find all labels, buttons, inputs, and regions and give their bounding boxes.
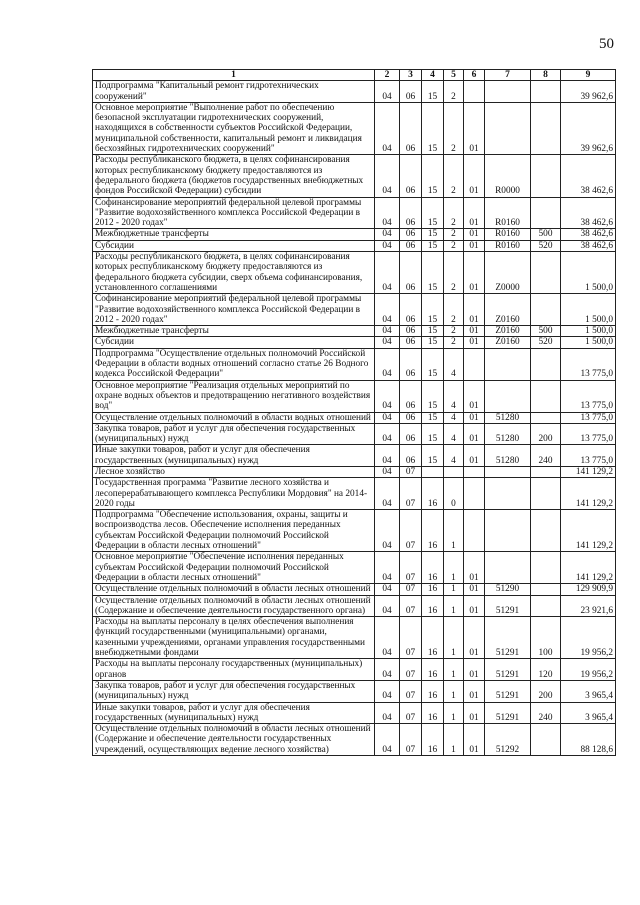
row-amount: 13 775,0	[561, 423, 616, 445]
row-description: Иные закупки товаров, работ и услуг для обеспечения государственных (муниципальных) нужд	[93, 702, 375, 724]
row-target-code: Z0000	[485, 252, 531, 294]
table-row	[93, 595, 616, 617]
row-subprogram	[444, 466, 464, 477]
table-row	[93, 380, 616, 412]
row-target-code: 51291	[485, 702, 531, 724]
row-target-code: 51291	[485, 595, 531, 617]
budget-table	[92, 69, 616, 756]
row-section: 04	[375, 81, 400, 103]
row-subsection: 06	[400, 102, 422, 154]
row-subprogram: 2	[444, 81, 464, 103]
row-expense-type	[531, 348, 561, 380]
row-amount: 19 956,2	[561, 617, 616, 659]
table-row	[93, 702, 616, 724]
row-section: 04	[375, 337, 400, 348]
row-section: 04	[375, 617, 400, 659]
page-number: 50	[599, 36, 614, 52]
row-subprogram: 4	[444, 445, 464, 467]
row-expense-type	[531, 595, 561, 617]
header-cell: 5	[444, 70, 464, 81]
row-activity: 01	[464, 326, 485, 337]
row-subsection: 06	[400, 240, 422, 251]
row-target-code: 51280	[485, 423, 531, 445]
row-subprogram: 2	[444, 294, 464, 326]
row-program: 16	[422, 595, 444, 617]
row-subsection: 07	[400, 466, 422, 477]
row-description: Софинансирование мероприятий федеральной целевой программы "Развитие водохозяйственного комплекса Российской Федерации в 2012 - 2020 годах"	[93, 294, 375, 326]
row-expense-type	[531, 294, 561, 326]
row-program: 16	[422, 478, 444, 510]
row-section: 04	[375, 584, 400, 595]
row-subsection: 07	[400, 478, 422, 510]
row-amount: 141 129,2	[561, 510, 616, 552]
row-subprogram: 1	[444, 510, 464, 552]
table-row	[93, 659, 616, 681]
row-target-code: R0160	[485, 240, 531, 251]
row-program: 16	[422, 659, 444, 681]
row-activity: 01	[464, 229, 485, 240]
row-subsection: 07	[400, 659, 422, 681]
row-expense-type: 500	[531, 326, 561, 337]
row-target-code: 51291	[485, 680, 531, 702]
row-activity	[464, 478, 485, 510]
table-row	[93, 552, 616, 584]
row-target-code: 51280	[485, 412, 531, 423]
row-subsection: 06	[400, 81, 422, 103]
row-target-code: 51292	[485, 724, 531, 756]
row-activity: 01	[464, 724, 485, 756]
row-description: Осуществление отдельных полномочий в области водных отношений	[93, 412, 375, 423]
row-subprogram: 4	[444, 412, 464, 423]
row-description: Подпрограмма "Обеспечение использования, охраны, защиты и воспроизводства лесов. Обеспечение исполнения переданных субъектам Российской Федерации полномочий Российской Федерации в области лесных отношений"	[93, 510, 375, 552]
row-description: Иные закупки товаров, работ и услуг для обеспечения государственных (муниципальных) нужд	[93, 445, 375, 467]
row-program: 15	[422, 294, 444, 326]
row-description: Межбюджетные трансферты	[93, 326, 375, 337]
row-section: 04	[375, 724, 400, 756]
row-subprogram: 1	[444, 552, 464, 584]
row-subprogram: 1	[444, 702, 464, 724]
row-subprogram: 1	[444, 724, 464, 756]
table-row	[93, 680, 616, 702]
row-expense-type	[531, 466, 561, 477]
row-subsection: 06	[400, 445, 422, 467]
header-row	[93, 70, 616, 81]
row-activity: 01	[464, 197, 485, 229]
row-expense-type	[531, 584, 561, 595]
row-subprogram: 1	[444, 595, 464, 617]
row-description: Софинансирование мероприятий федеральной целевой программы "Развитие водохозяйственного комплекса Российской Федерации в 2012 - 2020 годах"	[93, 197, 375, 229]
row-amount: 38 462,6	[561, 229, 616, 240]
header-cell: 2	[375, 70, 400, 81]
row-program: 16	[422, 552, 444, 584]
table-row	[93, 466, 616, 477]
row-amount: 141 129,2	[561, 552, 616, 584]
row-subprogram: 4	[444, 348, 464, 380]
row-section: 04	[375, 348, 400, 380]
row-activity: 01	[464, 252, 485, 294]
row-amount: 38 462,6	[561, 240, 616, 251]
table-row	[93, 348, 616, 380]
row-amount: 3 965,4	[561, 680, 616, 702]
row-description: Подпрограмма "Осуществление отдельных полномочий Российской Федерации в области водных отношений согласно статье 26 Водного кодекса Российской Федерации"	[93, 348, 375, 380]
row-program: 15	[422, 81, 444, 103]
row-target-code	[485, 466, 531, 477]
row-amount: 1 500,0	[561, 326, 616, 337]
row-program: 15	[422, 102, 444, 154]
row-subsection: 06	[400, 348, 422, 380]
row-program: 15	[422, 423, 444, 445]
row-description: Закупка товаров, работ и услуг для обеспечения государственных (муниципальных) нужд	[93, 423, 375, 445]
row-subsection: 07	[400, 584, 422, 595]
table-row	[93, 337, 616, 348]
table-row	[93, 584, 616, 595]
row-activity: 01	[464, 337, 485, 348]
row-section: 04	[375, 659, 400, 681]
row-program: 15	[422, 240, 444, 251]
row-section: 04	[375, 326, 400, 337]
row-subsection: 07	[400, 552, 422, 584]
row-section: 04	[375, 240, 400, 251]
row-activity: 01	[464, 680, 485, 702]
row-amount: 39 962,6	[561, 81, 616, 103]
row-subprogram: 2	[444, 337, 464, 348]
table-row	[93, 510, 616, 552]
row-section: 04	[375, 252, 400, 294]
table-row	[93, 197, 616, 229]
row-activity: 01	[464, 445, 485, 467]
row-expense-type	[531, 412, 561, 423]
row-amount: 3 965,4	[561, 702, 616, 724]
row-target-code: R0160	[485, 197, 531, 229]
row-activity: 01	[464, 552, 485, 584]
row-activity	[464, 510, 485, 552]
row-activity: 01	[464, 155, 485, 197]
row-activity: 01	[464, 595, 485, 617]
row-program: 16	[422, 680, 444, 702]
row-section: 04	[375, 197, 400, 229]
row-activity: 01	[464, 584, 485, 595]
row-section: 04	[375, 412, 400, 423]
row-description: Расходы республиканского бюджета, в целях софинансирования которых республиканскому бюджету предоставляются из федерального бюджета (бюджетов государственных внебюджетных фондов Российской Федерации) субсидии	[93, 155, 375, 197]
row-subprogram: 4	[444, 380, 464, 412]
row-target-code: Z0160	[485, 294, 531, 326]
row-target-code: R0160	[485, 229, 531, 240]
row-section: 04	[375, 466, 400, 477]
row-description: Государственная программа "Развитие лесного хозяйства и лесоперерабатывающего комплекса Республики Мордовия" на 2014-2020 годы	[93, 478, 375, 510]
row-subprogram: 1	[444, 680, 464, 702]
row-activity: 01	[464, 702, 485, 724]
row-expense-type: 120	[531, 659, 561, 681]
row-target-code: 51290	[485, 584, 531, 595]
row-expense-type: 100	[531, 617, 561, 659]
row-section: 04	[375, 423, 400, 445]
table-row	[93, 478, 616, 510]
row-expense-type: 520	[531, 240, 561, 251]
row-subprogram: 4	[444, 423, 464, 445]
row-subsection: 07	[400, 617, 422, 659]
row-activity: 01	[464, 412, 485, 423]
row-subprogram: 1	[444, 584, 464, 595]
row-expense-type: 520	[531, 337, 561, 348]
row-expense-type	[531, 81, 561, 103]
table-row	[93, 81, 616, 103]
row-description: Расходы республиканского бюджета, в целях софинансирования которых республиканскому бюджету предоставляются из федерального бюджета субсидии, сверх объема софинансирования, установленного соглашениями	[93, 252, 375, 294]
table-row	[93, 412, 616, 423]
row-activity: 01	[464, 617, 485, 659]
row-target-code: R0000	[485, 155, 531, 197]
row-subprogram: 2	[444, 240, 464, 251]
row-target-code	[485, 380, 531, 412]
row-target-code	[485, 552, 531, 584]
row-subsection: 06	[400, 326, 422, 337]
row-subprogram: 1	[444, 659, 464, 681]
row-description: Основное мероприятие "Выполнение работ по обеспечению безопасной эксплуатации гидротехнических сооружений, находящихся в собственности субъектов Российской Федерации, муниципальной собственности, капитальный ремонт и ликвидация бесхозяйных гидротехнических сооружений"	[93, 102, 375, 154]
row-amount: 23 921,6	[561, 595, 616, 617]
row-program: 16	[422, 510, 444, 552]
table-row	[93, 155, 616, 197]
row-section: 04	[375, 510, 400, 552]
row-activity	[464, 348, 485, 380]
row-expense-type: 500	[531, 229, 561, 240]
row-subprogram: 2	[444, 252, 464, 294]
row-amount: 1 500,0	[561, 252, 616, 294]
row-program: 15	[422, 445, 444, 467]
header-cell: 7	[485, 70, 531, 81]
row-description: Расходы на выплаты персоналу государственных (муниципальных) органов	[93, 659, 375, 681]
row-section: 04	[375, 229, 400, 240]
row-expense-type	[531, 102, 561, 154]
row-amount: 1 500,0	[561, 337, 616, 348]
row-program	[422, 466, 444, 477]
row-target-code	[485, 102, 531, 154]
row-subsection: 07	[400, 595, 422, 617]
row-subprogram: 0	[444, 478, 464, 510]
row-target-code: Z0160	[485, 326, 531, 337]
row-activity: 01	[464, 102, 485, 154]
row-program: 15	[422, 155, 444, 197]
row-description: Закупка товаров, работ и услуг для обеспечения государственных (муниципальных) нужд	[93, 680, 375, 702]
row-subprogram: 2	[444, 102, 464, 154]
row-amount: 129 909,9	[561, 584, 616, 595]
row-section: 04	[375, 102, 400, 154]
row-expense-type	[531, 478, 561, 510]
row-subsection: 07	[400, 724, 422, 756]
row-expense-type	[531, 380, 561, 412]
row-activity: 01	[464, 294, 485, 326]
row-program: 15	[422, 326, 444, 337]
row-target-code: Z0160	[485, 337, 531, 348]
row-subprogram: 2	[444, 229, 464, 240]
row-program: 16	[422, 584, 444, 595]
row-subsection: 06	[400, 337, 422, 348]
row-subsection: 07	[400, 510, 422, 552]
table-row	[93, 724, 616, 756]
header-cell: 3	[400, 70, 422, 81]
row-expense-type: 200	[531, 680, 561, 702]
row-subprogram: 1	[444, 617, 464, 659]
row-section: 04	[375, 595, 400, 617]
row-expense-type	[531, 510, 561, 552]
row-section: 04	[375, 380, 400, 412]
row-expense-type: 200	[531, 423, 561, 445]
row-description: Субсидии	[93, 337, 375, 348]
row-program: 15	[422, 348, 444, 380]
row-activity: 01	[464, 240, 485, 251]
row-amount: 38 462,6	[561, 155, 616, 197]
row-section: 04	[375, 294, 400, 326]
row-program: 15	[422, 252, 444, 294]
row-subsection: 06	[400, 197, 422, 229]
row-program: 15	[422, 197, 444, 229]
row-program: 16	[422, 724, 444, 756]
row-activity	[464, 466, 485, 477]
row-program: 16	[422, 617, 444, 659]
table-row	[93, 252, 616, 294]
row-description: Расходы на выплаты персоналу в целях обеспечения выполнения функций государственными (муниципальными) органами, казенными учреждениями, органами управления государственными внебюджетными фондами	[93, 617, 375, 659]
row-activity: 01	[464, 659, 485, 681]
row-subsection: 07	[400, 702, 422, 724]
header-cell: 4	[422, 70, 444, 81]
row-subsection: 06	[400, 380, 422, 412]
row-amount: 13 775,0	[561, 445, 616, 467]
table-row	[93, 229, 616, 240]
row-subsection: 06	[400, 155, 422, 197]
row-subsection: 07	[400, 680, 422, 702]
row-amount: 88 128,6	[561, 724, 616, 756]
row-section: 04	[375, 445, 400, 467]
row-description: Осуществление отдельных полномочий в области лесных отношений (Содержание и обеспечение деятельности государственного органа)	[93, 595, 375, 617]
row-program: 15	[422, 412, 444, 423]
table-row	[93, 294, 616, 326]
row-subprogram: 2	[444, 197, 464, 229]
row-description: Основное мероприятие "Обеспечение исполнения переданных субъектам Российской Федерации полномочий Российской Федерации в области лесных отношений"	[93, 552, 375, 584]
row-amount: 141 129,2	[561, 466, 616, 477]
row-target-code	[485, 478, 531, 510]
row-amount: 13 775,0	[561, 348, 616, 380]
row-description: Осуществление отдельных полномочий в области лесных отношений	[93, 584, 375, 595]
table-row	[93, 240, 616, 251]
row-section: 04	[375, 702, 400, 724]
row-subsection: 06	[400, 412, 422, 423]
row-section: 04	[375, 680, 400, 702]
table-row	[93, 445, 616, 467]
row-expense-type: 240	[531, 445, 561, 467]
row-activity	[464, 81, 485, 103]
row-program: 15	[422, 380, 444, 412]
row-amount: 19 956,2	[561, 659, 616, 681]
header-cell: 6	[464, 70, 485, 81]
table-row	[93, 423, 616, 445]
row-section: 04	[375, 552, 400, 584]
header-cell: 1	[93, 70, 375, 81]
row-description: Осуществление отдельных полномочий в области лесных отношений (Содержание и обеспечение деятельности государственных учреждений, осуществляющих ведение лесного хозяйства)	[93, 724, 375, 756]
row-target-code	[485, 348, 531, 380]
row-amount: 38 462,6	[561, 197, 616, 229]
row-target-code: 51280	[485, 445, 531, 467]
header-cell: 9	[561, 70, 616, 81]
row-subprogram: 2	[444, 326, 464, 337]
row-program: 15	[422, 337, 444, 348]
row-expense-type	[531, 552, 561, 584]
row-target-code: 51291	[485, 617, 531, 659]
row-target-code	[485, 81, 531, 103]
table-body	[93, 81, 616, 756]
row-subsection: 06	[400, 423, 422, 445]
table-row	[93, 326, 616, 337]
row-subsection: 06	[400, 252, 422, 294]
row-description: Подпрограмма "Капитальный ремонт гидротехнических сооружений"	[93, 81, 375, 103]
row-amount: 13 775,0	[561, 412, 616, 423]
row-program: 16	[422, 702, 444, 724]
row-amount: 39 962,6	[561, 102, 616, 154]
row-expense-type	[531, 252, 561, 294]
row-description: Основное мероприятие "Реализация отдельных мероприятий по охране водных объектов и предотвращению негативного воздействия вод"	[93, 380, 375, 412]
row-amount: 1 500,0	[561, 294, 616, 326]
row-program: 15	[422, 229, 444, 240]
row-description: Межбюджетные трансферты	[93, 229, 375, 240]
row-activity: 01	[464, 380, 485, 412]
row-subprogram: 2	[444, 155, 464, 197]
row-description: Лесное хозяйство	[93, 466, 375, 477]
row-activity: 01	[464, 423, 485, 445]
table-row	[93, 617, 616, 659]
row-expense-type	[531, 724, 561, 756]
row-subsection: 06	[400, 294, 422, 326]
header-cell: 8	[531, 70, 561, 81]
row-section: 04	[375, 155, 400, 197]
row-description: Субсидии	[93, 240, 375, 251]
row-amount: 141 129,2	[561, 478, 616, 510]
row-amount: 13 775,0	[561, 380, 616, 412]
row-section: 04	[375, 478, 400, 510]
row-subsection: 06	[400, 229, 422, 240]
row-target-code	[485, 510, 531, 552]
row-target-code: 51291	[485, 659, 531, 681]
row-expense-type	[531, 155, 561, 197]
table-row	[93, 102, 616, 154]
row-expense-type: 240	[531, 702, 561, 724]
row-expense-type	[531, 197, 561, 229]
